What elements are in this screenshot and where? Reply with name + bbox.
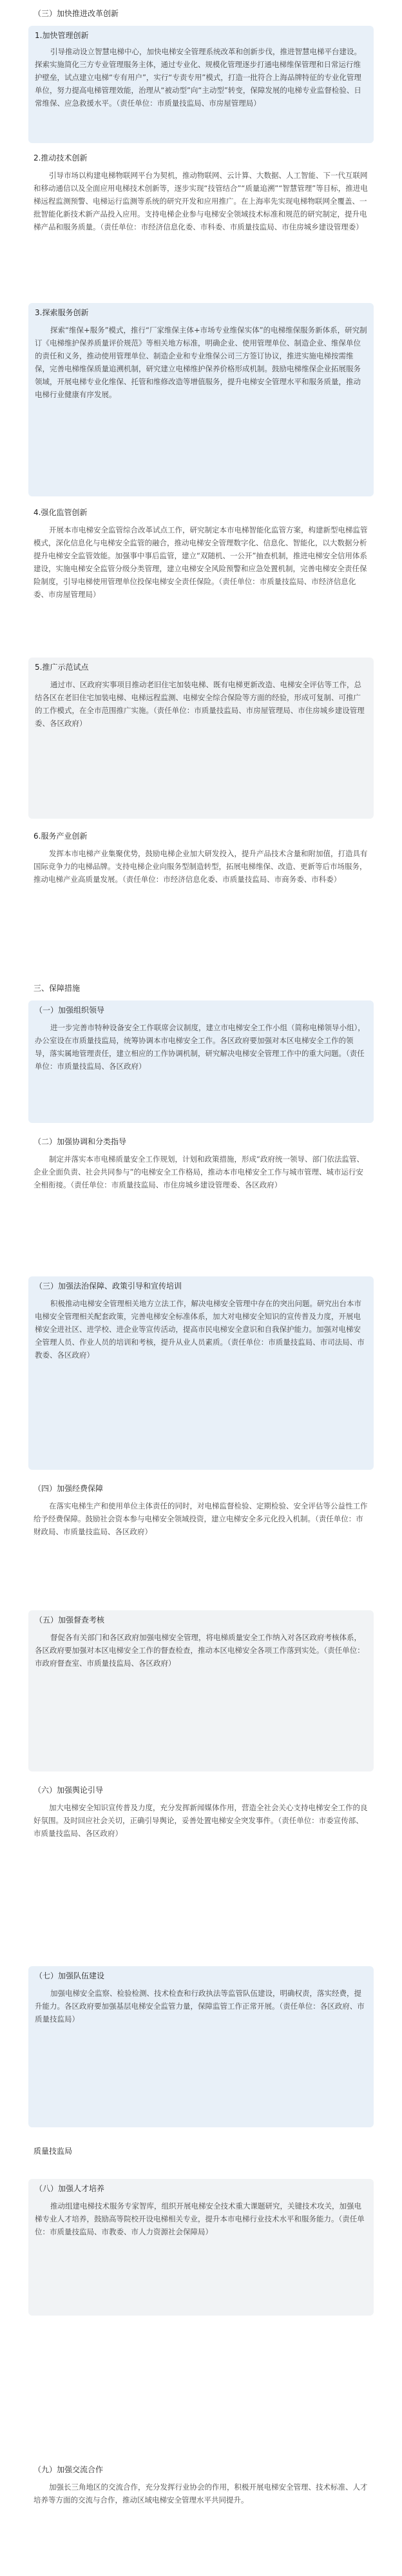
guarantee-3-text: 积极推动电梯安全管理相关地方立法工作，解决电梯安全管理中存在的突出问题。研究出台本市电梯安全管理相关配套政策，完善电梯安全标准体系，加大对电梯安全知识的宣传普及力度，开展电梯安全进社区、进学校、进企业等宣传活动，提高市民电梯安全意识和自我保护能力。加强对电梯安全管理人员、作业人员的培训和考核，提升从业人员素质。（责任单位：市质量技监局、市司法局、市教委、各区政府） [35, 1299, 365, 1360]
item-2-title: 2.推动技术创新 [34, 153, 88, 162]
guarantee-3-box [28, 1276, 374, 1470]
guarantee-5-box [28, 1610, 374, 1771]
guarantee-6-title: （六）加强舆论引导 [34, 1786, 104, 1795]
guarantee-4-text: 在落实电梯生产和使用单位主体责任的同时，对电梯监督检验、定期检验、安全评估等公益性工作给予经费保障。鼓励社会资本参与电梯安全领域投资，建立电梯安全多元化投入机制。（责任单位：市财政局、市质量技监局、各区政府） [34, 1501, 368, 1536]
guarantee-1-box [28, 1000, 374, 1123]
item-6-title: 6.服务产业创新 [34, 832, 88, 841]
item-3-box [28, 303, 374, 496]
guarantee-6-text: 加大电梯安全知识宣传普及力度，充分发挥新闻媒体作用，营造全社会关心支持电梯安全工作的良好氛围。及时回应社会关切，正确引导舆论，妥善处置电梯安全突发事件。（责任单位：市委宣传部、市质量技监局、各区政府） [34, 1803, 368, 1838]
guarantee-7-tail: 质量技监局 [34, 2147, 73, 2156]
item-1-box [28, 26, 374, 143]
guarantee-2-title: （二）加强协调和分类指导 [34, 1137, 127, 1146]
item-4-title: 4.强化监管创新 [34, 508, 88, 517]
item-1-text: 引导推动设立智慧电梯中心，加快电梯安全管理系统改革和创新步伐，推进智慧电梯平台建设。探索实施简化三方专业管理服务主体，通过专业化、规模化管理逐步打通电梯维保管理和日常运行维护壁垒，试点建立电梯“专有用户”，实行“专责专用”模式，打造一批符合上海品牌特征的专业化管理单位，努力提高电梯管理效能，治理从“被动型”向“主动型”转变，保障发展的电梯专业监督检验、日常维保、应急救援水平。（责任单位：市质量技监局、市房屋管理局） [35, 47, 361, 108]
item-6-text: 发挥本市电梯产业集聚优势，鼓励电梯企业加大研发投入，提升产品技术含量和附加值，打造具有国际竞争力的电梯品牌。支持电梯企业向服务型制造转型，拓展电梯维保、改造、更新等后市场服务，推动电梯产业高质量发展。（责任单位：市经济信息化委、市质量技监局、市商务委、市科委） [34, 849, 368, 884]
guarantee-4-title: （四）加强经费保障 [34, 1484, 104, 1493]
measures-heading: 三、保障措施 [34, 984, 81, 993]
guarantee-9-text: 加强长三角地区的交流合作，充分发挥行业协会的作用，积极开展电梯安全管理、技术标准、人才培养等方面的交流与合作，推动区域电梯安全管理水平共同提升。 [34, 2483, 368, 2504]
guarantee-1-text: 进一步完善市特种设备安全工作联席会议制度，建立市电梯安全工作小组（简称电梯领导小组），办公室设在市质量技监局，统筹协调本市电梯安全工作。各区政府要加强对本区电梯安全工作的领导，落实属地管理责任，建立相应的工作协调机制，研究解决电梯安全管理工作中的重大问题。（责任单位：市质量技监局、各区政府） [35, 1023, 365, 1071]
item-3-title: 3.探索服务创新 [35, 308, 89, 317]
item-2-text: 引导市场以构建电梯物联网平台为契机，推动物联网、云计算、大数据、人工智能、下一代互联网和移动通信以及全面应用电梯技术创新等，逐步实现“技管结合”“质量追溯”“智慧管理”等目标，推进电梯远程监测预警、电梯运行监测等系统的研究开发和应用推广。在上海率先实现电梯物联网全覆盖、一批智能化新技术新产品投入应用。支持电梯企业参与电梯安全领域技术标准和规范的研究制定，提升电梯产品和服务质量。（责任单位：市经济信息化委、市科委、市质量技监局、市住房城乡建设管理委） [34, 171, 368, 231]
guarantee-2-text: 制定并落实本市电梯质量安全工作规划，计划和政策措施，形成“政府统一领导、部门依法监管、企业全面负责、社会共同参与”的电梯安全工作格局，推动本市电梯安全工作与城市管理、城市运行安全相衔接。（责任单位：市质量技监局、市住房城乡建设管理委、各区政府） [34, 1155, 364, 1189]
item-1-title: 1.加快管理创新 [35, 31, 89, 40]
section-title: （三）加快推进改革创新 [34, 9, 119, 18]
guarantee-8-text: 推动组建电梯技术服务专家智库，组织开展电梯安全技术重大课题研究，关键技术攻关，加强电梯专业人才培养，鼓励高等院校开设电梯相关专业，提升本市电梯行业技术水平和服务能力。（责任单位：市质量技监局、市教委、市人力资源社会保障局） [35, 2201, 365, 2236]
guarantee-7-text: 加强电梯安全监察、检验检测、技术检查和行政执法等监管队伍建设，明确权责，落实经费，提升能力。各区政府要加强基层电梯安全监管力量，保障监管工作正常开展。（责任单位：各区政府、市质量技监局） [35, 1989, 365, 2024]
guarantee-8-box [28, 2179, 374, 2316]
guarantee-9-title: （九）加强交流合作 [34, 2465, 104, 2474]
guarantee-7-title: （七）加强队伍建设 [35, 1971, 105, 1980]
guarantee-8-title: （八）加强人才培养 [35, 2184, 105, 2193]
item-5-title: 5.推广示范试点 [35, 663, 89, 672]
item-5-text: 通过市、区政府实事项目推动老旧住宅加装电梯、既有电梯更新改造、电梯安全评估等工作，总结各区在老旧住宅加装电梯、电梯远程监测、电梯安全综合保险等方面的经验，形成可复制、可推广的工作模式，在全市范围推广实施。（责任单位：市质量技监局、市房屋管理局、市住房城乡建设管理委、各区政府） [35, 680, 365, 728]
guarantee-5-text: 督促各有关部门和各区政府加强电梯安全管理，将电梯质量安全工作纳入对各区政府考核体系，各区政府要加强对本区电梯安全工作的督查检查，推动本区电梯安全各项工作落到实处。（责任单位：市政府督查室、市质量技监局、各区政府） [35, 1633, 365, 1668]
item-4-text: 开展本市电梯安全监管综合改革试点工作，研究制定本市电梯智能化监管方案，构建新型电梯监管模式，深化信息化与电梯安全监管的融合，推动电梯安全管理数字化、信息化、智能化，以大数据分析提升电梯安全监管效能。加强事中事后监管，建立“双随机、一公开”抽查机制，推进电梯安全信用体系建设，实施电梯安全监管分级分类管理，建立电梯安全风险预警和应急处置机制，完善电梯安全责任保险制度，引导电梯使用管理单位投保电梯安全责任保险。（责任单位：市质量技监局、市经济信息化委、市房屋管理局） [34, 525, 368, 599]
guarantee-7-box [28, 1966, 374, 2127]
guarantee-5-title: （五）加强督查考核 [35, 1615, 105, 1625]
item-3-text: 探索“维保+服务”模式，推行“厂家维保主体+市场专业维保实体”的电梯维保服务新体系，研究制订《电梯维护保养质量评价规范》等相关地方标准，明确企业、使用管理单位、制造企业、维保单位的责任和义务，推动使用管理单位、制造企业和专业维保公司三方签订协议，推进实施电梯按需维保，完善电梯维保质量追溯机制，研究建立电梯维护保养价格形成机制。鼓励电梯维保企业拓展服务领域，开展电梯专业化维保、托管和维修改造等增值服务，提升电梯安全管理水平和服务质量，推动电梯行业健康有序发展。 [35, 326, 367, 399]
item-5-box [28, 658, 374, 819]
guarantee-3-title: （三）加强法治保障、政策引导和宣传培训 [35, 1282, 182, 1291]
guarantee-1-title: （一）加强组织领导 [35, 1006, 105, 1015]
